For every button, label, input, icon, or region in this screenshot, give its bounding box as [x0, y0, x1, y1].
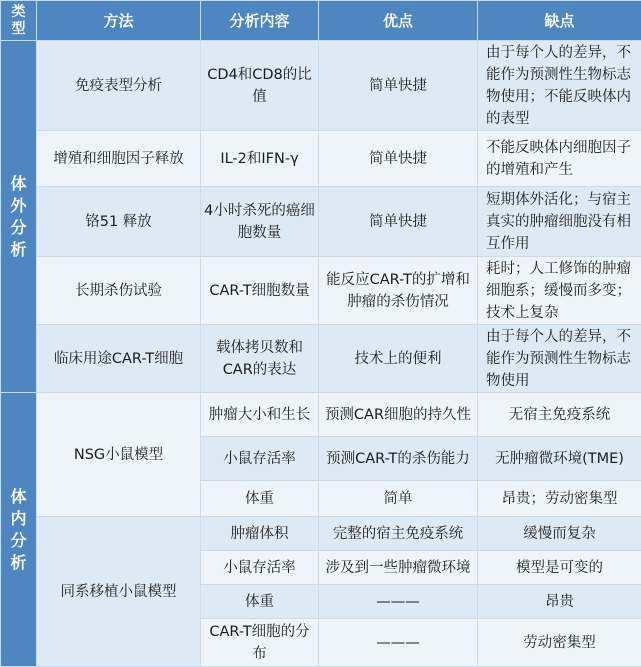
method-cell: 增殖和细胞因子释放 — [37, 131, 201, 187]
content-cell: 4小时杀死的癌细胞数量 — [201, 187, 319, 257]
method-cell-nsg: NSG小鼠模型 — [37, 393, 201, 517]
header-row — [1, 1, 641, 41]
pros-cell: ——— — [319, 619, 478, 667]
content-cell: 体重 — [201, 481, 319, 517]
content-cell: CAR-T细胞的分布 — [201, 619, 319, 667]
content-cell: IL-2和IFN-γ — [201, 131, 319, 187]
content-cell: 肿瘤体积 — [201, 517, 319, 551]
content-cell: 体重 — [201, 585, 319, 619]
cons-cell: 不能反映体内细胞因子的增殖和产生 — [478, 131, 641, 187]
type-char: 分 — [7, 530, 30, 552]
cons-cell: 由于每个人的差异，不能作为预测性生物标志物使用 — [478, 325, 641, 393]
cons-cell: 无肿瘤微环境(TME) — [478, 437, 641, 481]
cons-cell: 由于每个人的差异，不能作为预测性生物标志物使用；不能反映体内的表型 — [478, 41, 641, 131]
pros-cell: 能反应CAR-T的扩增和肿瘤的杀伤情况 — [319, 257, 478, 325]
header-pros: 优点 — [319, 1, 478, 41]
pros-cell: 简单快捷 — [319, 187, 478, 257]
header-type: 类型 — [1, 1, 37, 41]
method-cell: 长期杀伤试验 — [37, 257, 201, 325]
pros-cell: 预测CAR细胞的持久性 — [319, 393, 478, 437]
pros-cell: 技术上的便利 — [319, 325, 478, 393]
method-cell: 免疫表型分析 — [37, 41, 201, 131]
type-char: 析 — [7, 239, 30, 261]
cons-cell: 昂贵；劳动密集型 — [478, 481, 641, 517]
type-char: 分 — [7, 217, 30, 239]
content-cell: 小鼠存活率 — [201, 437, 319, 481]
type-char: 外 — [7, 195, 30, 217]
pros-cell: 简单快捷 — [319, 131, 478, 187]
pros-cell: 涉及到一些肿瘤微环境 — [319, 551, 478, 585]
header-content: 分析内容 — [201, 1, 319, 41]
type-char: 内 — [7, 508, 30, 530]
table-row — [1, 41, 641, 131]
type-char: 析 — [7, 552, 30, 574]
content-cell: 肿瘤大小和生长 — [201, 393, 319, 437]
pros-cell: ——— — [319, 585, 478, 619]
cons-cell: 耗时；人工修饰的肿瘤细胞系；缓慢而多变；技术上复杂 — [478, 257, 641, 325]
cons-cell: 缓慢而复杂 — [478, 517, 641, 551]
method-cell: 铬51 释放 — [37, 187, 201, 257]
pros-cell: 完整的宿主免疫系统 — [319, 517, 478, 551]
type-char: 体 — [7, 173, 30, 195]
method-cell-syngeneic: 同系移植小鼠模型 — [37, 517, 201, 667]
cons-cell: 昂贵 — [478, 585, 641, 619]
pros-cell: 预测CAR-T的杀伤能力 — [319, 437, 478, 481]
header-cons: 缺点 — [478, 1, 641, 41]
cons-cell: 劳动密集型 — [478, 619, 641, 667]
type-label-in-vivo — [1, 393, 37, 667]
table-row — [1, 517, 641, 551]
content-cell: CAR-T细胞数量 — [201, 257, 319, 325]
table-row — [1, 131, 641, 187]
type-char: 体 — [7, 486, 30, 508]
content-cell: 载体拷贝数和CAR的表达 — [201, 325, 319, 393]
pros-cell: 简单 — [319, 481, 478, 517]
content-cell: 小鼠存活率 — [201, 551, 319, 585]
method-cell: 临床用途CAR-T细胞 — [37, 325, 201, 393]
table-row — [1, 393, 641, 437]
cons-cell: 无宿主免疫系统 — [478, 393, 641, 437]
type-label-in-vitro — [1, 41, 37, 393]
cons-cell: 短期体外活化；与宿主真实的肿瘤细胞没有相互作用 — [478, 187, 641, 257]
table-row — [1, 325, 641, 393]
cons-cell: 模型是可变的 — [478, 551, 641, 585]
header-method: 方法 — [37, 1, 201, 41]
pros-cell: 简单快捷 — [319, 41, 478, 131]
table-row — [1, 187, 641, 257]
content-cell: CD4和CD8的比值 — [201, 41, 319, 131]
table-row — [1, 257, 641, 325]
